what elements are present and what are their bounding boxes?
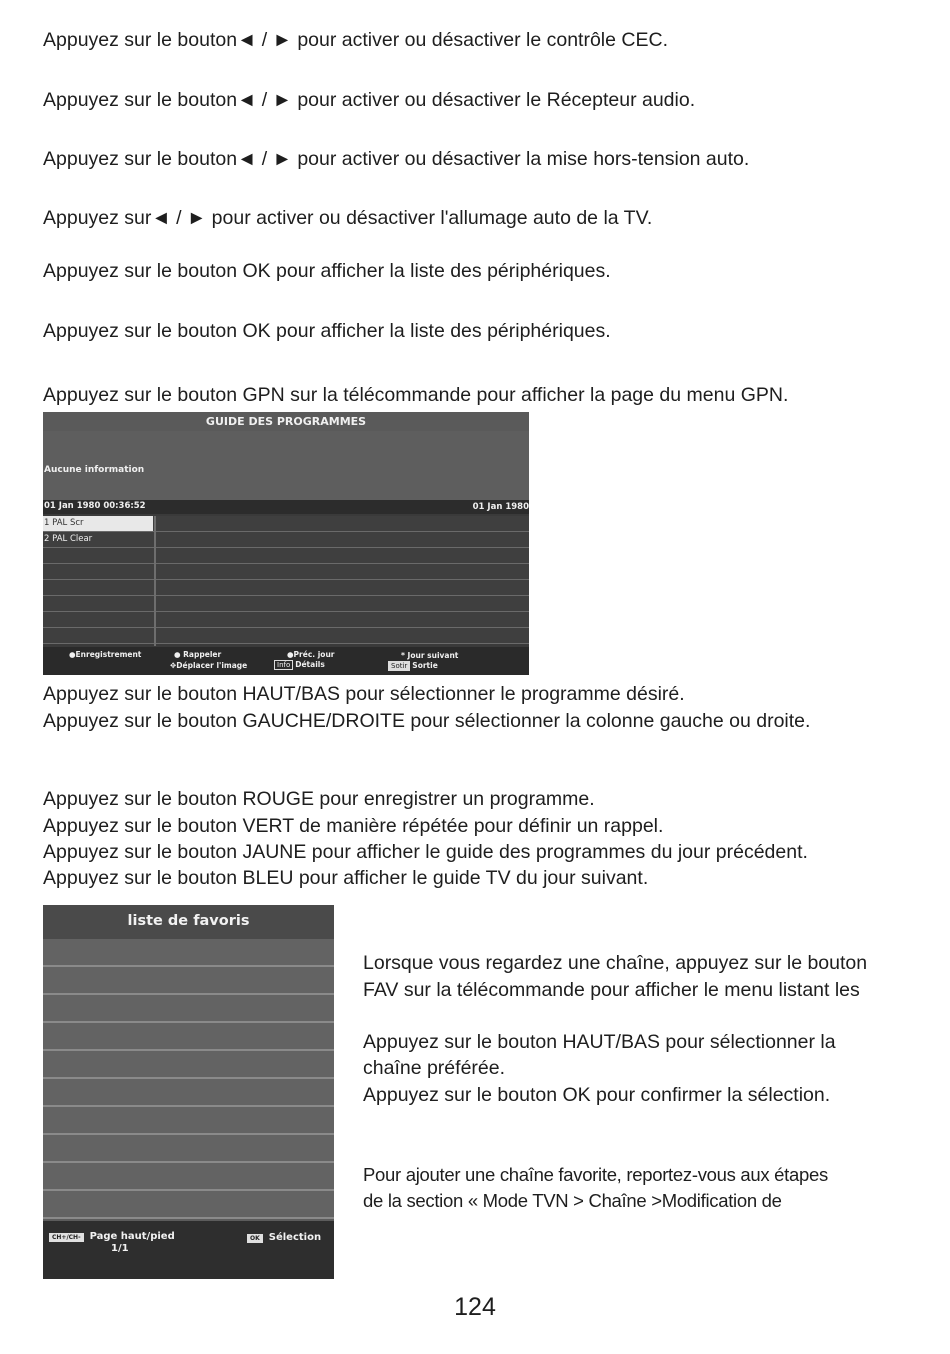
epg-row — [43, 596, 529, 612]
instruction-epg-open: Appuyez sur le bouton GPN sur la télécommande pour afficher la page du menu GPN. — [43, 384, 789, 406]
instruction-cec: Appuyez sur le bouton◄ / ► pour activer ou désactiver le contrôle CEC. — [43, 29, 668, 51]
favorites-page-label: Page haut/pied — [89, 1231, 175, 1242]
favorites-row — [43, 1191, 334, 1219]
instruction-auto-standby: Appuyez sur le bouton◄ / ► pour activer ou désactiver la mise hors-tension auto. — [43, 148, 750, 170]
epg-row — [43, 548, 529, 564]
move-arrows-icon: ✥ — [170, 661, 177, 670]
epg-next-day-hint — [401, 651, 458, 660]
ok-key-icon: OK — [247, 1234, 263, 1243]
favorites-row — [43, 1051, 334, 1079]
favorites-row — [43, 1107, 334, 1135]
epg-date-bar — [43, 500, 529, 514]
favorites-row — [43, 967, 334, 995]
epg-row — [43, 628, 529, 644]
favorites-page-count: 1/1 — [111, 1243, 129, 1254]
epg-info-panel — [43, 431, 529, 511]
epg-channel — [43, 564, 153, 579]
epg-title: GUIDE DES PROGRAMMES — [43, 412, 529, 431]
favorites-footer — [43, 1221, 334, 1279]
page-number: 124 — [454, 1293, 496, 1321]
epg-next-day-label: Jour suivant — [407, 651, 459, 660]
exit-key-icon: Sotir — [388, 661, 410, 671]
epg-channel — [43, 628, 153, 643]
fav-instruction-1: Lorsque vous regardez une chaîne, appuyez sur le bouton — [363, 952, 868, 974]
favorites-row — [43, 1023, 334, 1051]
fav-note-1: Pour ajouter une chaîne favorite, reportez-vous aux étapes — [363, 1164, 828, 1185]
dot-icon: * — [401, 651, 408, 660]
epg-row — [43, 580, 529, 596]
instruction-auto-power-on: Appuyez sur◄ / ► pour activer ou désactiver l'allumage auto de la TV. — [43, 207, 653, 229]
instruction-left-right: Appuyez sur le bouton GAUCHE/DROITE pour sélectionner la colonne gauche ou droite. — [43, 710, 811, 732]
favorites-row — [43, 995, 334, 1023]
epg-info-text: Aucune information — [44, 465, 145, 475]
instruction-red: Appuyez sur le bouton ROUGE pour enregistrer un programme. — [43, 788, 595, 810]
instruction-blue: Appuyez sur le bouton BLEU pour afficher le guide TV du jour suivant. — [43, 867, 649, 889]
favorites-row — [43, 1163, 334, 1191]
epg-row — [43, 612, 529, 628]
epg-date-time: 01 Jan 1980 00:36:52 — [44, 501, 146, 511]
epg-grid — [43, 516, 529, 646]
epg-record-hint: ●Enregistrement — [69, 650, 142, 659]
fav-note-2: de la section « Mode TVN > Chaîne >Modification de — [363, 1190, 782, 1211]
epg-date-right: 01 Jan 1980 — [472, 502, 529, 512]
favorites-select-label: Sélection — [268, 1232, 322, 1243]
epg-move-hint — [170, 661, 247, 670]
epg-channel — [43, 548, 153, 563]
page-key-icon: CH+/CH- — [49, 1233, 84, 1242]
epg-row — [43, 564, 529, 580]
favorites-screenshot — [43, 905, 334, 1279]
epg-channel — [43, 580, 153, 595]
epg-channel — [43, 612, 153, 627]
epg-details-hint — [274, 660, 325, 670]
epg-channel: 1 PAL Scr — [43, 516, 153, 531]
favorites-select-hint — [247, 1232, 321, 1243]
fav-instruction-4: chaîne préférée. — [363, 1057, 506, 1079]
favorites-title: liste de favoris — [43, 905, 334, 939]
instruction-device-list-2: Appuyez sur le bouton OK pour afficher la liste des périphériques. — [43, 320, 611, 342]
fav-instruction-5: Appuyez sur le bouton OK pour confirmer la sélection. — [363, 1084, 831, 1106]
favorites-page-hint — [49, 1231, 175, 1242]
epg-remind-hint: ● Rappeler — [174, 650, 222, 659]
instruction-device-list-1: Appuyez sur le bouton OK pour afficher la liste des périphériques. — [43, 260, 611, 282]
epg-exit-hint — [388, 661, 438, 671]
epg-prev-day-hint: ●Préc. jour — [287, 650, 335, 659]
epg-column-divider — [154, 516, 156, 646]
instruction-yellow: Appuyez sur le bouton JAUNE pour afficher le guide des programmes du jour précédent. — [43, 841, 808, 863]
favorites-list — [43, 939, 334, 1221]
favorites-row — [43, 939, 334, 967]
epg-details-label: Détails — [295, 660, 325, 669]
epg-row — [43, 532, 529, 548]
fav-instruction-2: FAV sur la télécommande pour afficher le menu listant les — [363, 979, 860, 1001]
favorites-row — [43, 1135, 334, 1163]
epg-row — [43, 516, 529, 532]
fav-instruction-3: Appuyez sur le bouton HAUT/BAS pour sélectionner la — [363, 1031, 836, 1053]
epg-move-label: Déplacer l'image — [176, 661, 248, 670]
epg-channel: 2 PAL Clear — [44, 534, 93, 544]
instruction-audio-receiver: Appuyez sur le bouton◄ / ► pour activer ou désactiver le Récepteur audio. — [43, 89, 696, 111]
epg-footer — [43, 647, 529, 675]
instruction-up-down: Appuyez sur le bouton HAUT/BAS pour sélectionner le programme désiré. — [43, 683, 685, 705]
epg-exit-label: Sortie — [412, 661, 438, 670]
favorites-row — [43, 1079, 334, 1107]
epg-screenshot — [43, 412, 529, 675]
epg-channel — [43, 596, 153, 611]
instruction-green: Appuyez sur le bouton VERT de manière répétée pour définir un rappel. — [43, 815, 664, 837]
info-key-icon: Info — [274, 660, 293, 670]
